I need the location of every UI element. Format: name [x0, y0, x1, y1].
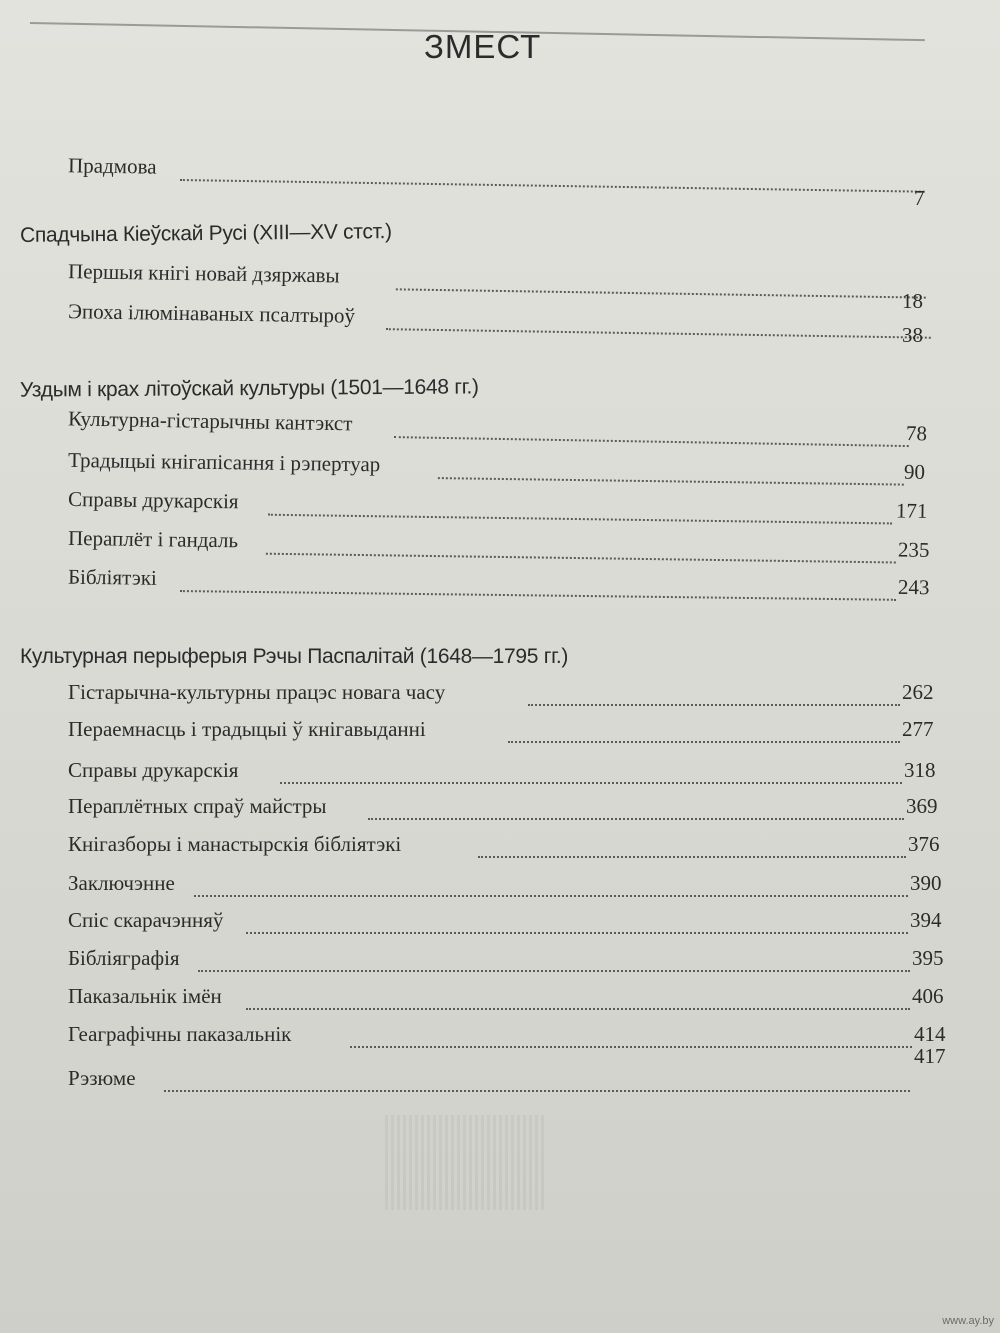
site-watermark: www.ay.by: [942, 1315, 994, 1327]
entry-label: Геаграфічны паказальнік: [68, 1022, 292, 1046]
dot-leader: [266, 531, 896, 564]
toc-entry: [68, 680, 948, 710]
entry-page-number: 395: [912, 946, 944, 970]
toc-entry: [68, 526, 938, 568]
entry-page-number: 171: [895, 498, 928, 523]
toc-entry: [68, 323, 938, 353]
toc-entry: [68, 794, 948, 824]
dot-leader: [180, 568, 896, 601]
dot-leader: [194, 873, 908, 897]
show-through-barcode: [385, 1115, 545, 1210]
toc-entry: [68, 448, 938, 490]
entry-page-number: 414: [914, 1022, 946, 1046]
entry-page-number: 390: [910, 871, 942, 895]
entry-label: Пераемнасць і традыцыі ў кнігавыданні: [68, 717, 426, 741]
entry-page-number: 406: [912, 984, 944, 1008]
toc-entry: [68, 186, 928, 216]
dot-leader: [438, 455, 904, 486]
entry-label: Кнігазборы і манастырскія бібліятэкі: [68, 832, 402, 856]
dot-leader: [528, 682, 900, 706]
section-heading-commonwealth-periphery: Культурная перыферыя Рэчы Паспалітай (1648—1795 гг.): [20, 645, 569, 668]
entry-page-number: 90: [903, 459, 926, 484]
entry-page-number: 7: [914, 186, 925, 210]
toc-entry: [68, 758, 948, 788]
section-heading-kievan-rus: Спадчына Кіеўскай Русі (XIII—XV стст.): [19, 220, 392, 247]
entry-label: Гістарычна-культурны працэс новага часу: [68, 680, 446, 704]
toc-entry: [68, 1066, 948, 1096]
entry-page-number: 78: [905, 421, 928, 446]
toc-entry: [68, 406, 938, 451]
entry-label: Пераплётных спраў майстры: [68, 794, 327, 818]
entry-label: Культурна-гістарычны кантэкст: [67, 406, 353, 436]
entry-label: Пераплёт і гандаль: [67, 525, 239, 553]
entry-page-number: 318: [904, 758, 936, 782]
toc-entry: [68, 487, 938, 529]
toc-entry: [68, 946, 948, 976]
toc-entry: [68, 717, 948, 747]
entry-label: Паказальнік імён: [68, 984, 222, 1008]
dot-leader: [164, 1068, 910, 1092]
toc-entry: [68, 984, 948, 1014]
toc-title: ЗМЕСТ: [424, 28, 542, 65]
entry-page-number: 369: [906, 794, 938, 818]
entry-page-number: 262: [902, 680, 934, 704]
entry-label: Справы друкарскія: [67, 486, 239, 514]
dot-leader: [246, 910, 908, 934]
toc-entry: [68, 871, 948, 901]
entry-page-number: 38: [902, 323, 923, 347]
entry-label: Бібліятэкі: [67, 564, 157, 590]
dot-leader: [268, 492, 892, 525]
entry-page-number: 235: [897, 537, 930, 562]
entry-label: Рэзюме: [68, 1066, 136, 1090]
entry-label: Першыя кнігі новай дзяржавы: [67, 259, 340, 288]
entry-page-number: 417: [914, 1044, 946, 1068]
dot-leader: [508, 719, 900, 743]
entry-label: Спіс скарачэнняў: [68, 908, 224, 932]
entry-page-number: 277: [902, 717, 934, 741]
entry-page-number: 243: [897, 574, 930, 600]
toc-entry: [68, 565, 938, 606]
dot-leader: [246, 986, 910, 1010]
entry-label: Заключэнне: [68, 871, 175, 895]
entry-page-number: 18: [902, 289, 923, 313]
dot-leader: [394, 414, 909, 447]
entry-label: Справы друкарскія: [68, 758, 239, 782]
dot-leader: [478, 834, 906, 858]
dot-leader: [368, 796, 904, 820]
entry-label: Прадмова: [67, 153, 157, 179]
entry-label: Эпоха ілюмінаваных псалтыроў: [67, 299, 356, 328]
entry-label: Традыцыі кнігапісання і рэпертуар: [67, 447, 381, 477]
section-heading-lithuanian-culture: Уздым і крах літоўскай культуры (1501—1648 гг.): [19, 375, 479, 402]
dot-leader: [280, 760, 902, 784]
dot-leader: [198, 948, 910, 972]
entry-label: Бібліяграфія: [68, 946, 180, 970]
entry-page-number: 376: [908, 832, 940, 856]
entry-page-number: 394: [910, 908, 942, 932]
toc-entry: [68, 832, 948, 862]
toc-entry: [68, 908, 948, 938]
